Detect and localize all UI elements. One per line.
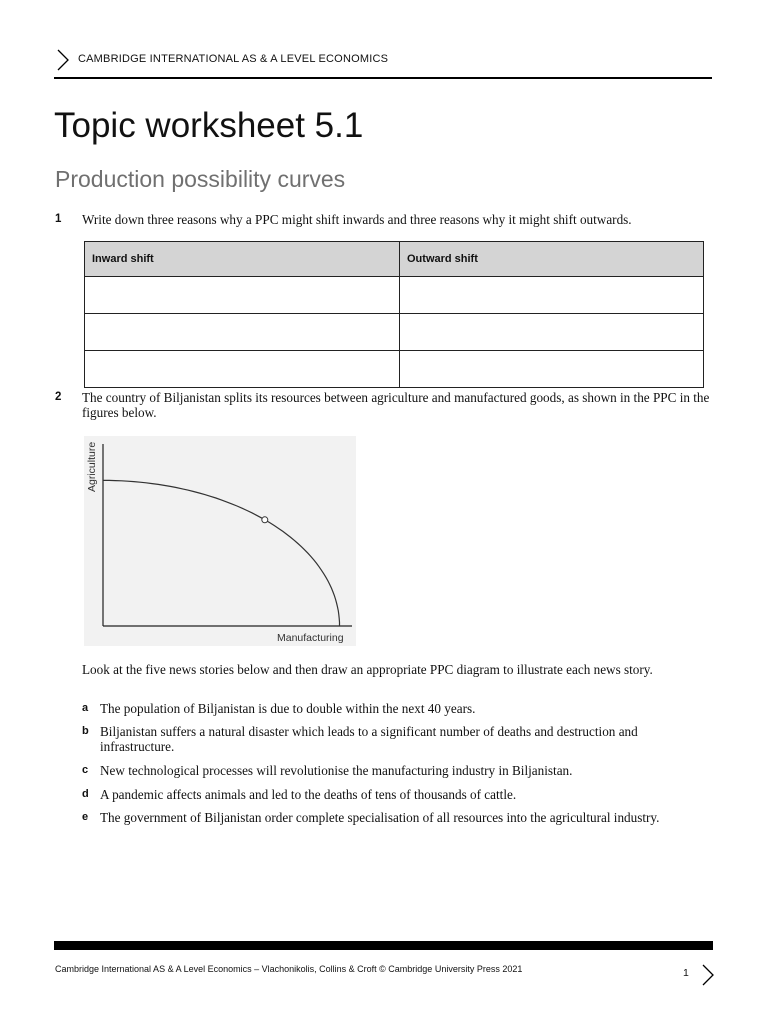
item-label: c — [82, 764, 89, 776]
question-2-text: The country of Biljanistan splits its resources between agriculture and manufactured goods, as shown in the PPC in the figures below. — [82, 390, 710, 420]
shift-table — [84, 241, 704, 388]
item-label: d — [82, 788, 89, 800]
ppc-chart — [84, 436, 356, 646]
table-row — [85, 277, 704, 314]
inward-answer-cell[interactable] — [85, 277, 400, 314]
item-label: b — [82, 725, 89, 737]
footer-bar — [54, 941, 713, 950]
item-text: Biljanistan suffers a natural disaster which leads to a significant number of deaths and destruction and infrastructure. — [100, 724, 638, 754]
table-row — [85, 314, 704, 351]
question-1-number: 1 — [55, 213, 62, 225]
table-header-outward: Outward shift — [400, 242, 704, 277]
chevron-right-icon — [56, 48, 70, 72]
question-2-prompt: Look at the five news stories below and then draw an appropriate PPC diagram to illustrate each news story. — [82, 662, 653, 677]
page-number: 1 — [683, 967, 689, 979]
question-2-number: 2 — [55, 391, 62, 403]
table-row — [85, 351, 704, 388]
item-label: e — [82, 811, 89, 823]
inward-answer-cell[interactable] — [85, 351, 400, 388]
item-text: A pandemic affects animals and led to the deaths of tens of thousands of cattle. — [100, 787, 517, 802]
outward-answer-cell[interactable] — [400, 351, 704, 388]
question-1-text: Write down three reasons why a PPC might shift inwards and three reasons why it might shift outwards. — [82, 212, 632, 227]
item-text: New technological processes will revolutionise the manufacturing industry in Biljanistan. — [100, 763, 573, 778]
inward-answer-cell[interactable] — [85, 314, 400, 351]
ppc-point — [262, 517, 268, 523]
page-title: Topic worksheet 5.1 — [54, 106, 364, 145]
item-text: The government of Biljanistan order complete specialisation of all resources into the agricultural industry. — [100, 810, 660, 825]
item-label: a — [82, 702, 89, 714]
item-text: The population of Biljanistan is due to double within the next 40 years. — [100, 701, 476, 716]
y-axis-label: Agriculture — [86, 441, 98, 492]
x-axis-label: Manufacturing — [277, 632, 344, 644]
footer-text: Cambridge International AS & A Level Economics – Vlachonikolis, Collins & Croft © Cambridge University Press 2021 — [55, 964, 523, 974]
header-text: CAMBRIDGE INTERNATIONAL AS & A LEVEL ECONOMICS — [78, 53, 389, 65]
running-header — [54, 48, 712, 79]
chevron-right-icon[interactable] — [701, 963, 715, 987]
outward-answer-cell[interactable] — [400, 314, 704, 351]
page-subtitle: Production possibility curves — [55, 166, 346, 192]
table-header-inward: Inward shift — [85, 242, 400, 277]
outward-answer-cell[interactable] — [400, 277, 704, 314]
